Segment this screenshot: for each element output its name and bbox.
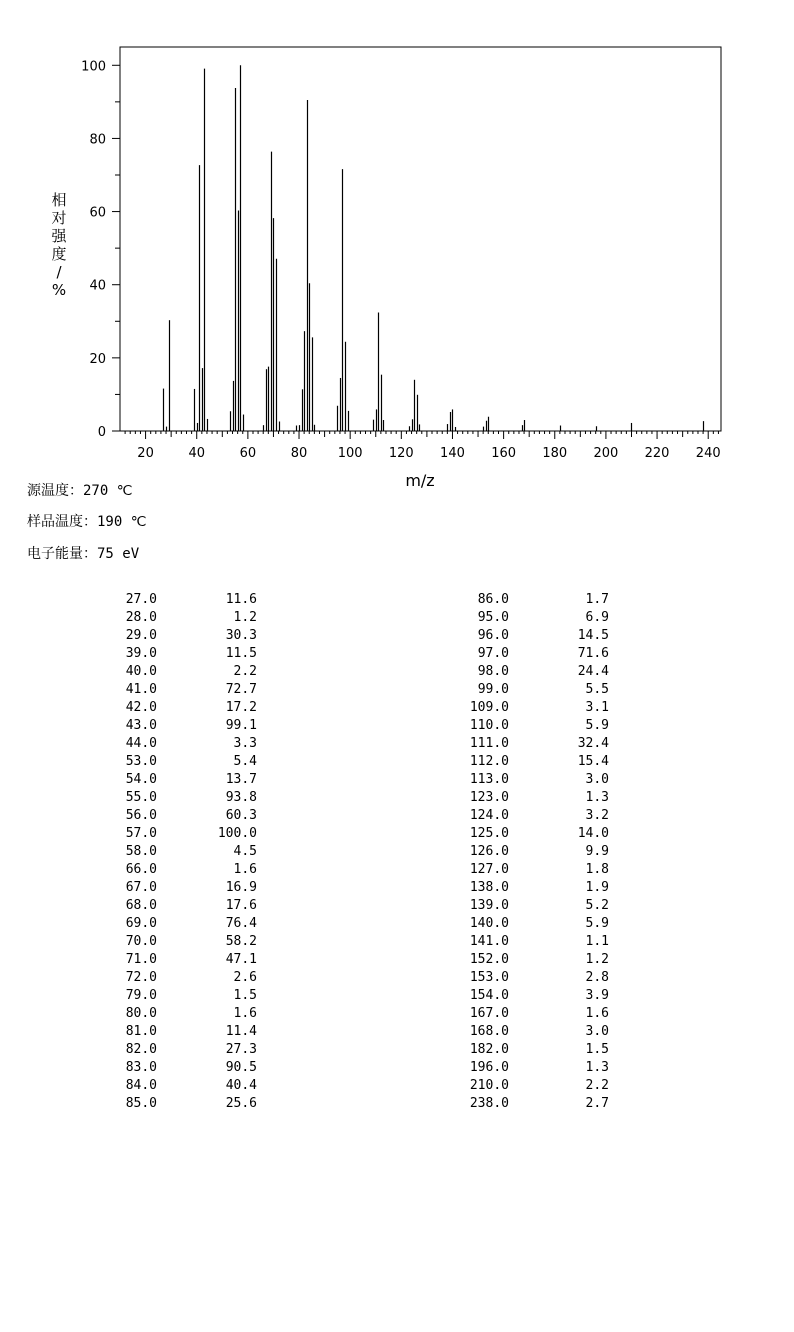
mz-value: 72.0 [125,970,157,985]
intensity-value: 17.2 [225,700,257,715]
x-tick-label: 220 [644,446,670,461]
plot-frame [120,47,721,431]
intensity-value: 1.3 [585,790,609,805]
mz-value: 69.0 [125,916,157,931]
x-tick-label: 100 [337,446,363,461]
table-row [0,915,794,933]
table-row [0,645,794,663]
mz-value: 53.0 [125,754,157,769]
intensity-value: 2.2 [233,664,257,679]
table-row [0,1023,794,1041]
intensity-value: 27.3 [225,1042,257,1057]
mz-value: 39.0 [125,646,157,661]
y-tick-label: 40 [89,278,106,294]
mz-value: 83.0 [125,1060,157,1075]
intensity-value: 1.9 [585,880,609,895]
mz-value: 68.0 [125,898,157,913]
intensity-value: 3.9 [585,988,609,1003]
intensity-value: 1.6 [233,862,257,877]
table-row [0,1005,794,1023]
mz-value: 79.0 [125,988,157,1003]
y-tick-label: 80 [89,132,106,148]
table-row [0,609,794,627]
y-tick-label: 100 [81,59,106,75]
y-tick-label: 60 [89,205,106,221]
table-row [0,717,794,735]
intensity-value: 5.4 [233,754,257,769]
mz-value: 85.0 [125,1096,157,1111]
mz-value: 56.0 [125,808,157,823]
intensity-value: 5.9 [585,916,609,931]
intensity-value: 32.4 [577,736,609,751]
table-row [0,663,794,681]
mz-value: 97.0 [477,646,509,661]
mz-value: 80.0 [125,1006,157,1021]
x-axis-label: m/z [405,471,435,490]
mz-value: 55.0 [125,790,157,805]
mz-value: 168.0 [469,1024,509,1039]
mz-value: 138.0 [469,880,509,895]
intensity-value: 1.5 [233,988,257,1003]
mz-value: 140.0 [469,916,509,931]
mz-value: 29.0 [125,628,157,643]
intensity-value: 5.9 [585,718,609,733]
table-row [0,789,794,807]
table-row [0,681,794,699]
y-tick-label: 20 [89,351,106,367]
intensity-value: 72.7 [225,682,257,697]
intensity-value: 1.2 [233,610,257,625]
intensity-value: 1.8 [585,862,609,877]
intensity-value: 14.5 [577,628,609,643]
table-row [0,987,794,1005]
mz-value: 41.0 [125,682,157,697]
intensity-value: 1.2 [585,952,609,967]
intensity-value: 100.0 [217,826,257,841]
intensity-value: 14.0 [577,826,609,841]
intensity-value: 1.3 [585,1060,609,1075]
intensity-value: 3.1 [585,700,609,715]
table-row [0,753,794,771]
mz-value: 111.0 [469,736,509,751]
intensity-value: 2.7 [585,1096,609,1111]
table-row [0,591,794,609]
mz-value: 82.0 [125,1042,157,1057]
table-row [0,843,794,861]
intensity-value: 25.6 [225,1096,257,1111]
y-tick-label: 0 [97,425,106,440]
intensity-value: 30.3 [225,628,257,643]
x-tick-label: 60 [239,446,257,461]
intensity-value: 24.4 [577,664,609,679]
mz-value: 28.0 [125,610,157,625]
intensity-value: 9.9 [585,844,609,859]
table-row [0,699,794,717]
intensity-value: 71.6 [577,646,609,661]
mz-value: 182.0 [469,1042,509,1057]
mz-value: 71.0 [125,952,157,967]
intensity-value: 4.5 [233,844,257,859]
x-tick-label: 180 [542,446,568,461]
mz-value: 196.0 [469,1060,509,1075]
mz-value: 84.0 [125,1078,157,1093]
x-tick-label: 20 [137,446,154,461]
mz-value: 42.0 [125,700,157,715]
intensity-value: 16.9 [225,880,257,895]
mz-value: 124.0 [469,808,509,823]
table-row [0,735,794,753]
intensity-value: 1.7 [585,592,609,607]
x-tick-label: 240 [695,446,721,461]
source-temperature-value: 270 ℃ [83,483,133,499]
mz-value: 95.0 [477,610,509,625]
source-temperature-label: 源温度： [27,483,83,499]
intensity-value: 11.5 [225,646,257,661]
y-axis-label: 相对强度/ % [51,191,67,299]
table-row [0,627,794,645]
x-tick-label: 200 [593,446,619,461]
mz-value: 238.0 [469,1096,509,1111]
mz-value: 44.0 [125,736,157,751]
mz-value: 27.0 [125,592,157,607]
table-row [0,951,794,969]
mz-value: 67.0 [125,880,157,895]
intensity-value: 5.2 [585,898,609,913]
electron-energy [27,543,139,563]
table-row [0,879,794,897]
table-row [0,825,794,843]
mz-value: 127.0 [469,862,509,877]
mz-value: 167.0 [469,1006,509,1021]
intensity-value: 11.4 [225,1024,257,1039]
mass-spectrum-chart [0,0,794,500]
intensity-value: 99.1 [225,718,257,733]
table-row [0,1059,794,1077]
mz-value: 141.0 [469,934,509,949]
intensity-value: 3.0 [585,772,609,787]
mz-value: 110.0 [469,718,509,733]
mz-value: 154.0 [469,988,509,1003]
table-row [0,861,794,879]
mz-value: 125.0 [469,826,509,841]
intensity-value: 13.7 [225,772,257,787]
intensity-value: 60.3 [225,808,257,823]
intensity-value: 3.2 [585,808,609,823]
intensity-value: 1.6 [233,1006,257,1021]
mz-value: 54.0 [125,772,157,787]
intensity-value: 1.1 [585,934,609,949]
intensity-value: 47.1 [225,952,257,967]
intensity-value: 3.3 [233,736,257,751]
table-row [0,807,794,825]
mz-value: 98.0 [477,664,509,679]
source-temperature [27,480,132,500]
mz-value: 96.0 [477,628,509,643]
intensity-value: 2.8 [585,970,609,985]
intensity-value: 2.2 [585,1078,609,1093]
electron-energy-label: 电子能量： [27,546,97,562]
intensity-value: 2.6 [233,970,257,985]
intensity-value: 6.9 [585,610,609,625]
peak-table-right [0,591,794,1113]
intensity-value: 76.4 [225,916,257,931]
mz-value: 210.0 [469,1078,509,1093]
mz-value: 81.0 [125,1024,157,1039]
mz-value: 43.0 [125,718,157,733]
mz-value: 153.0 [469,970,509,985]
table-row [0,1041,794,1059]
intensity-value: 40.4 [225,1078,257,1093]
mz-value: 109.0 [469,700,509,715]
mz-value: 99.0 [477,682,509,697]
x-tick-label: 120 [388,446,414,461]
mz-value: 57.0 [125,826,157,841]
intensity-value: 5.5 [585,682,609,697]
table-row [0,771,794,789]
mz-value: 70.0 [125,934,157,949]
mz-value: 126.0 [469,844,509,859]
mz-value: 86.0 [477,592,509,607]
mz-value: 40.0 [125,664,157,679]
table-row [0,933,794,951]
intensity-value: 90.5 [225,1060,257,1075]
mz-value: 139.0 [469,898,509,913]
intensity-value: 1.6 [585,1006,609,1021]
mz-value: 112.0 [469,754,509,769]
x-tick-label: 40 [188,446,205,461]
sample-temperature-value: 190 ℃ [97,514,147,530]
intensity-value: 15.4 [577,754,609,769]
table-row [0,897,794,915]
sample-temperature [27,511,146,531]
electron-energy-value: 75 eV [97,546,140,562]
x-tick-label: 140 [440,446,465,461]
mz-value: 123.0 [469,790,509,805]
mz-value: 152.0 [469,952,509,967]
intensity-value: 17.6 [225,898,257,913]
x-tick-label: 160 [491,446,517,461]
mz-value: 66.0 [125,862,157,877]
mz-value: 58.0 [125,844,157,859]
mz-value: 113.0 [469,772,509,787]
intensity-value: 1.5 [585,1042,609,1057]
intensity-value: 58.2 [225,934,257,949]
table-row [0,1095,794,1113]
intensity-value: 3.0 [585,1024,609,1039]
intensity-value: 11.6 [225,592,257,607]
table-row [0,1077,794,1095]
table-row [0,969,794,987]
sample-temperature-label: 样品温度： [27,514,97,530]
x-tick-label: 80 [290,446,308,461]
intensity-value: 93.8 [225,790,257,805]
